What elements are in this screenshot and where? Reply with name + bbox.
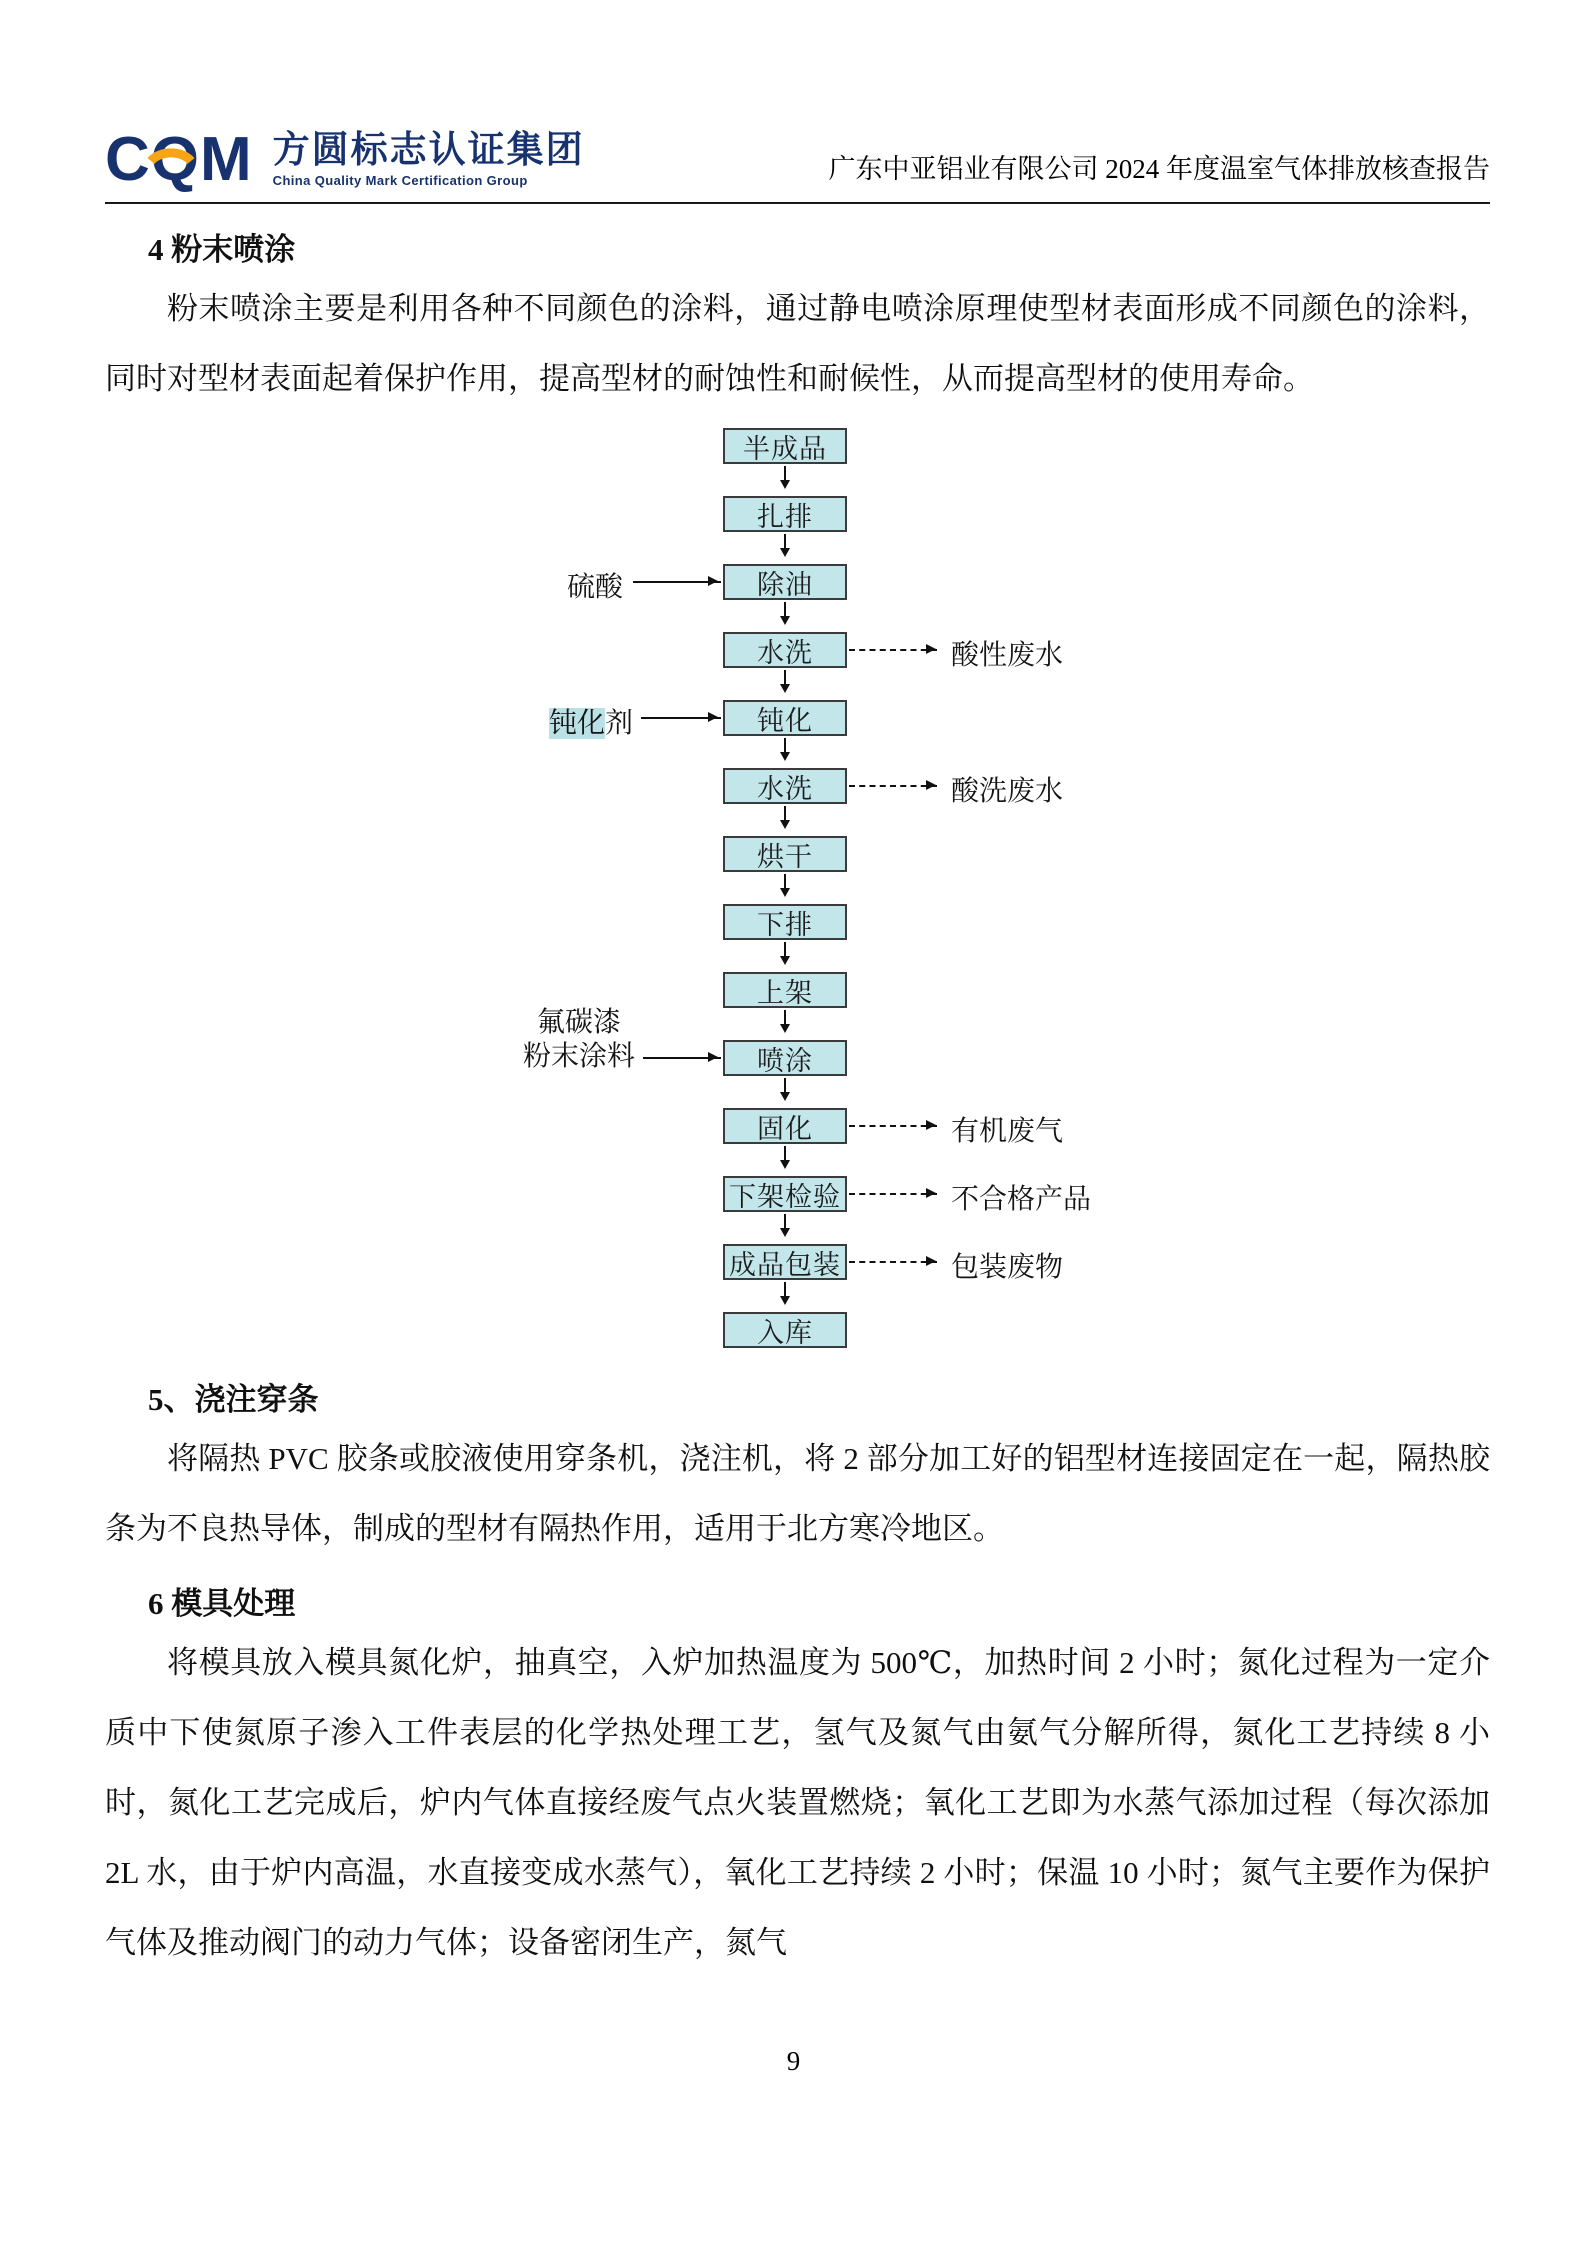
packaging-waste-label: 包装废物	[951, 1252, 1064, 1283]
flow-node-unracking: 下排	[723, 904, 847, 940]
flow-arrow-output-icon	[849, 1261, 937, 1263]
powder-coating-flowchart	[105, 428, 1490, 1354]
flow-arrow-output-icon	[849, 785, 937, 787]
flow-node-unload-inspection: 下架检验	[723, 1176, 847, 1212]
flow-arrow-down-icon	[784, 670, 786, 690]
passivator-highlight: 钝化	[549, 708, 606, 739]
cqm-text: CQM	[105, 125, 253, 194]
acidic-wastewater-label: 酸性废水	[951, 640, 1064, 671]
fluorocarbon-label-line1: 氟碳漆	[536, 1007, 621, 1038]
flow-node-semi-finished-product: 半成品	[723, 428, 847, 464]
fluorocarbon-powder-label	[523, 1006, 635, 1074]
flow-arrow-down-icon	[784, 1078, 786, 1098]
section-6-paragraph: 将模具放入模具氮化炉，抽真空，入炉加热温度为 500℃，加热时间 2 小时；氮化过程为一定介质中下使氮原子渗入工件表层的化学热处理工艺，氢气及氮气由氨气分解所得，氮化工艺持续 8 小时，氮化工艺完成后，炉内气体直接经废气点火装置燃烧；氧化工艺即为水蒸气添加过程（每次添加 2L 水，由于炉内高温，水直接变成水蒸气），氧化工艺持续 2 小时；保温 10 小时；氮气主要作为保护气体及推动阀门的动力气体；设备密闭生产，氮气	[105, 1645, 1490, 1960]
flow-arrow-down-icon	[784, 738, 786, 758]
flow-node-loading-rack: 上架	[723, 972, 847, 1008]
flow-node-drying: 烘干	[723, 836, 847, 872]
flow-arrow-down-icon	[784, 602, 786, 622]
flow-arrow-output-icon	[849, 1125, 937, 1127]
nonconforming-product-label: 不合格产品	[951, 1184, 1092, 1215]
cqm-logo-acronym	[105, 125, 253, 194]
flow-node-warehousing: 入库	[723, 1312, 847, 1348]
flow-arrow-down-icon	[784, 534, 786, 554]
flow-arrow-input-icon	[641, 717, 721, 719]
page-number: 9	[786, 2046, 801, 2076]
flow-arrow-output-icon	[849, 649, 937, 651]
organic-waste-gas-label: 有机废气	[951, 1116, 1064, 1147]
flow-arrow-down-icon	[784, 874, 786, 894]
flow-arrow-down-icon	[784, 806, 786, 826]
cqm-logo	[105, 125, 585, 194]
fluorocarbon-label-line2: 粉末涂料	[523, 1041, 636, 1072]
section-4-heading: 4 粉末喷涂	[148, 232, 296, 267]
section-6-heading: 6 模具处理	[148, 1586, 296, 1621]
flow-arrow-down-icon	[784, 942, 786, 962]
pickling-wastewater-label: 酸洗废水	[951, 776, 1064, 807]
report-title: 广东中亚铝业有限公司 2024 年度温室气体排放核查报告	[828, 154, 1490, 184]
flow-node-packaging: 成品包装	[723, 1244, 847, 1280]
cqm-logo-names	[273, 130, 585, 190]
flow-arrow-down-icon	[784, 1010, 786, 1030]
page-content	[105, 216, 1490, 1978]
flow-arrow-down-icon	[784, 466, 786, 486]
page-header	[105, 100, 1490, 204]
section-5-heading: 5、浇注穿条	[148, 1382, 319, 1417]
flow-node-bundling: 扎排	[723, 496, 847, 532]
flow-arrow-input-icon	[643, 1057, 721, 1059]
cqm-name-cn: 方圆标志认证集团	[272, 129, 585, 170]
sulfuric-acid-label: 硫酸	[567, 572, 624, 603]
flow-node-spraying: 喷涂	[723, 1040, 847, 1076]
section-4-paragraph: 粉末喷涂主要是利用各种不同颜色的涂料，通过静电喷涂原理使型材表面形成不同颜色的涂料，同时对型材表面起着保护作用，提高型材的耐蚀性和耐候性，从而提高型材的使用寿命。	[105, 291, 1490, 396]
flow-arrow-down-icon	[784, 1282, 786, 1302]
flow-arrow-input-icon	[633, 581, 721, 583]
flow-node-water-wash-1: 水洗	[723, 632, 847, 668]
flow-node-passivation: 钝化	[723, 700, 847, 736]
passivator-label: 钝化剂	[549, 708, 634, 739]
cqm-name-en: China Quality Mark Certification Group	[272, 173, 528, 188]
flow-node-water-wash-2: 水洗	[723, 768, 847, 804]
flow-arrow-down-icon	[784, 1146, 786, 1166]
cqm-arc-icon	[147, 114, 195, 174]
section-5-paragraph: 将隔热 PVC 胶条或胶液使用穿条机，浇注机，将 2 部分加工好的铝型材连接固定在一起，隔热胶条为不良热导体，制成的型材有隔热作用，适用于北方寒冷地区。	[105, 1441, 1490, 1546]
flow-node-curing: 固化	[723, 1108, 847, 1144]
flow-node-degreasing: 除油	[723, 564, 847, 600]
flow-arrow-output-icon	[849, 1193, 937, 1195]
flow-arrow-down-icon	[784, 1214, 786, 1234]
